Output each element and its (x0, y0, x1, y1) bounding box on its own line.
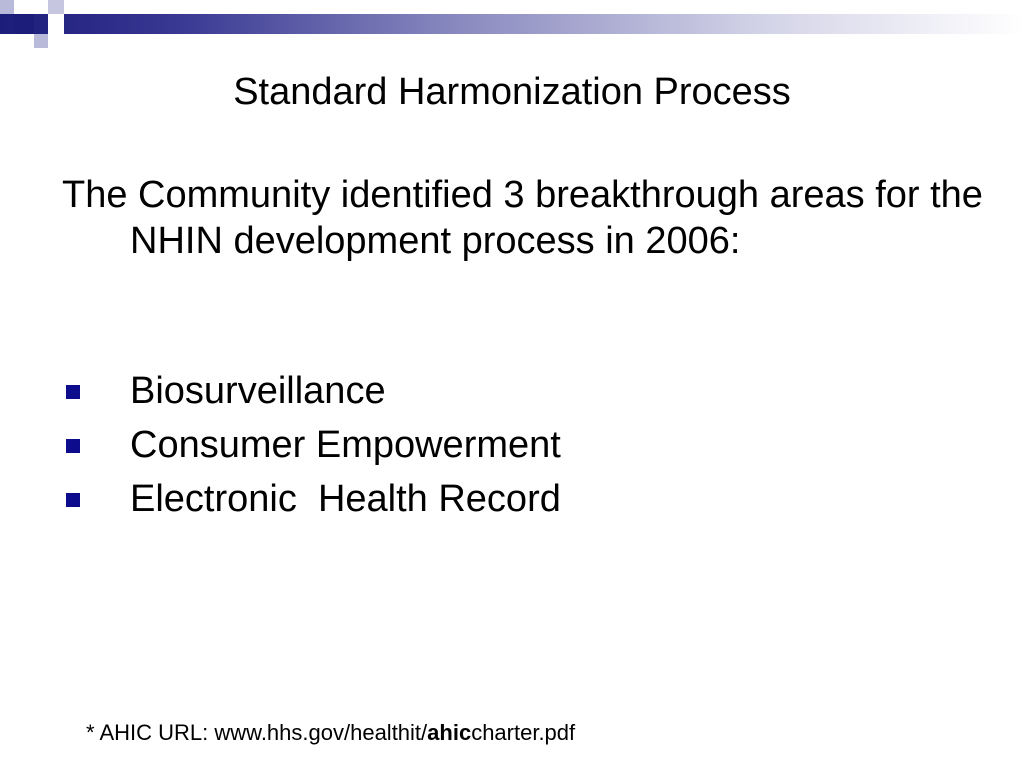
footnote-bold: ahic (427, 720, 472, 745)
header-gradient-bar (0, 14, 1024, 34)
footnote-suffix: charter.pdf (471, 720, 576, 745)
slide-title: Standard Harmonization Process (233, 71, 791, 113)
bullet-label: Electronic Health Record (130, 478, 561, 520)
square-bullet-icon (66, 439, 80, 453)
intro-paragraph: The Community identified 3 breakthrough areas for the NHIN development process in 2006: (62, 174, 983, 262)
decorative-square (48, 0, 64, 14)
decorative-square (0, 34, 14, 48)
decorative-square (14, 14, 34, 34)
bullet-list (62, 366, 561, 528)
decorative-square (0, 0, 14, 14)
bullet-label: Consumer Empowerment (130, 424, 561, 466)
square-bullet-icon (66, 493, 80, 507)
square-bullet-icon (66, 385, 80, 399)
footnote-prefix: * AHIC URL: www.hhs.gov/healthit/ (86, 720, 428, 745)
footnote-url (86, 718, 575, 748)
bullet-item-consumer-empowerment (62, 420, 561, 474)
bullet-item-biosurveillance (62, 366, 561, 420)
decorative-square (34, 34, 48, 48)
bullet-item-electronic-health-record (62, 474, 561, 528)
decorative-square (34, 0, 48, 14)
bullet-label: Biosurveillance (130, 370, 386, 412)
decorative-square (48, 14, 64, 34)
